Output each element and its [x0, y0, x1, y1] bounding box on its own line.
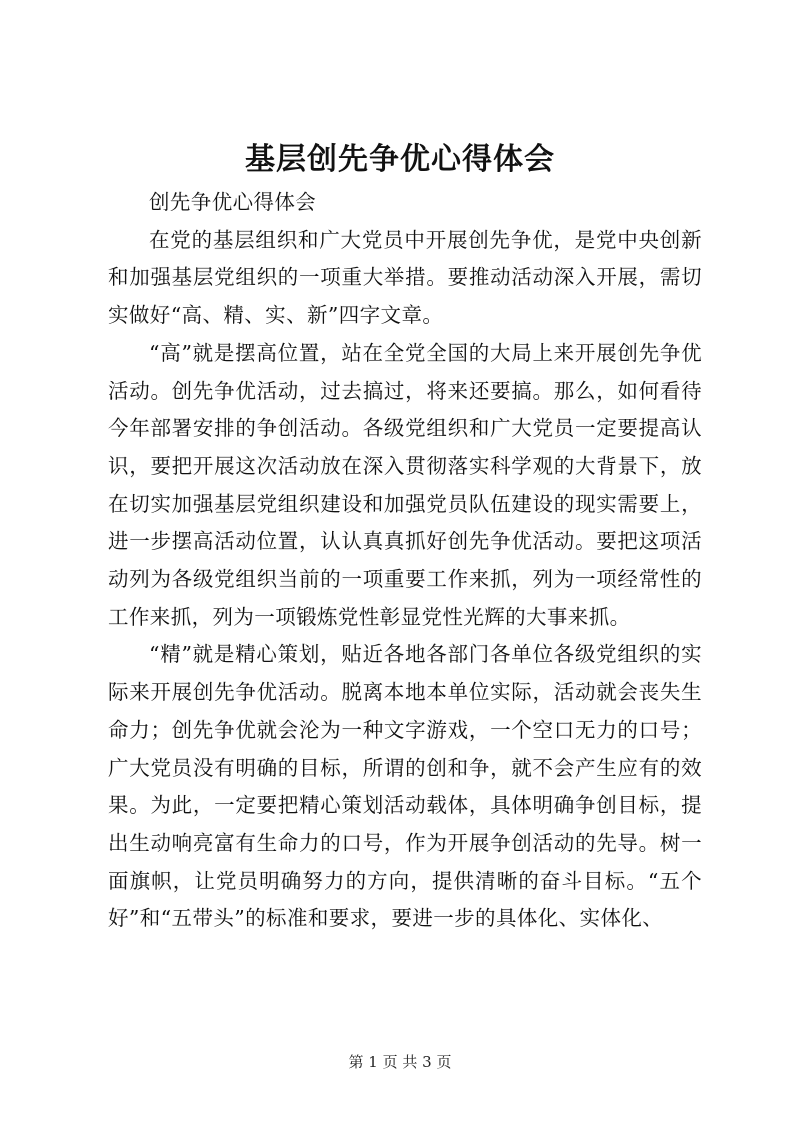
- document-title: 基层创先争优心得体会: [245, 142, 555, 177]
- paragraph-subtitle: 创先争优心得体会: [149, 190, 317, 214]
- document-body: [108, 184, 702, 938]
- paragraph-gao: “高”就是摆高位置，站在全党全国的大局上来开展创先争优活动。创先争优活动，过去搞过，将来还要搞。那么，如何看待今年部署安排的争创活动。各级党组织和广大党员一定要提高认识，要把开展这次活动放在深入贯彻落实科学观的大背景下，放在切实加强基层党组织建设和加强党员队伍建设的现实需要上，进一步摆高活动位置，认认真真抓好创先争优活动。要把这项活动列为各级党组织当前的一项重要工作来抓，列为一项经常性的工作来抓，列为一项锻炼党性彰显党性光辉的大事来抓。: [108, 340, 702, 629]
- paragraph-jing: “精”就是精心策划，贴近各地各部门各单位各级党组织的实际来开展创先争优活动。脱离本地本单位实际，活动就会丧失生命力；创先争优就会沦为一种文字游戏，一个空口无力的口号；广大党员没有明确的目标，所谓的创和争，就不会产生应有的效果。为此，一定要把精心策划活动载体，具体明确争创目标，提出生动响亮富有生命力的口号，作为开展争创活动的先导。树一面旗帜，让党员明确努力的方向，提供清晰的奋斗目标。“五个好”和“五带头”的标准和要求，要进一步的具体化、实体化、: [108, 642, 702, 931]
- page-footer: 第 1 页 共 3 页: [348, 1053, 452, 1071]
- paragraph-intro: 在党的基层组织和广大党员中开展创先争优，是党中央创新和加强基层党组织的一项重大举措。要推动活动深入开展，需切实做好“高、精、实、新”四字文章。: [108, 227, 702, 328]
